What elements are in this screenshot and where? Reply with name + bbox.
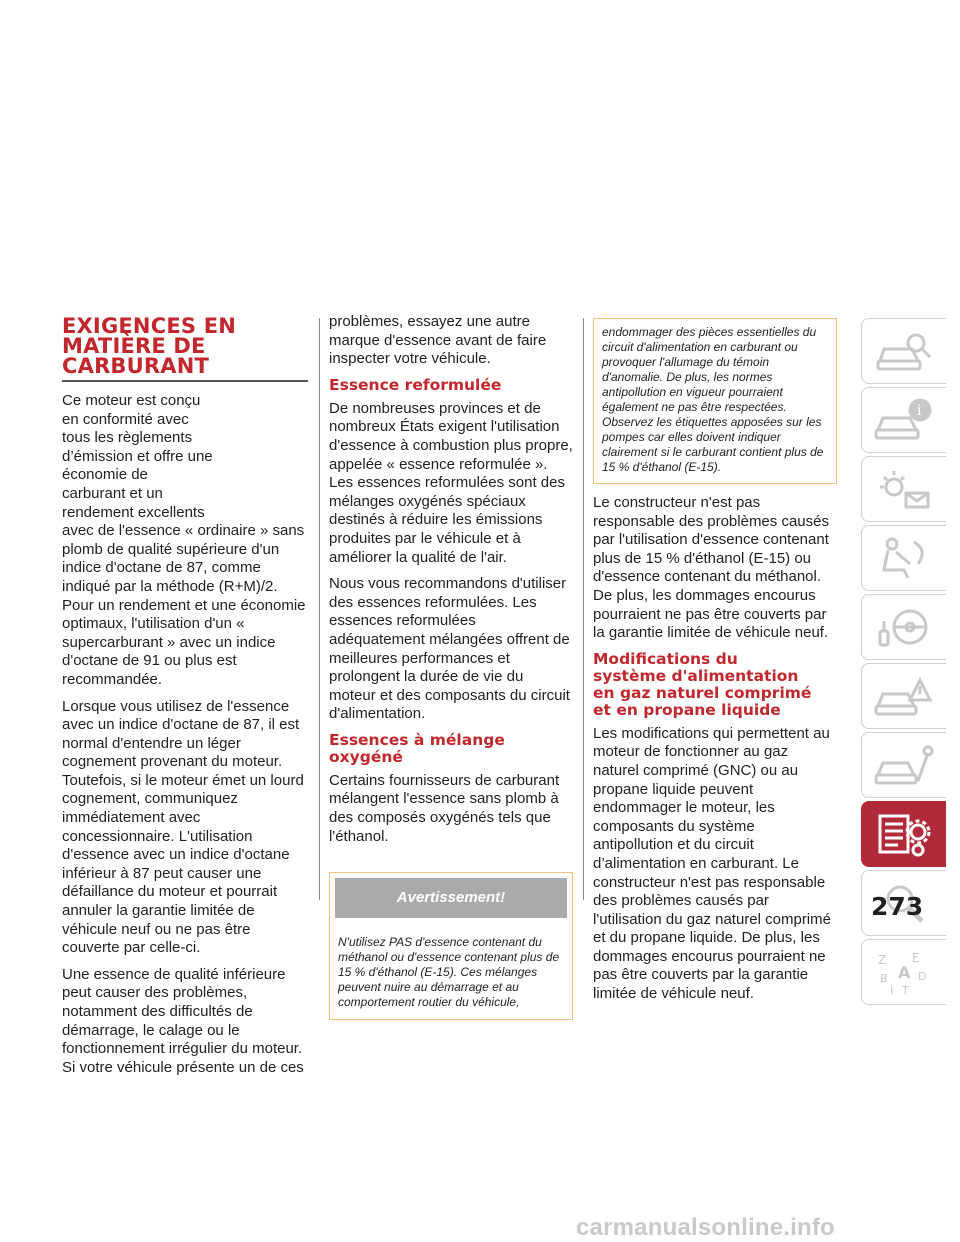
heading-cng-line-1: Modifications du — [593, 649, 738, 668]
heading-cng-lpg — [593, 651, 837, 719]
tab-servicing[interactable] — [861, 732, 946, 798]
tab-warning-lights[interactable] — [861, 456, 946, 522]
intro-line-4: d’émission et offre une — [62, 447, 213, 465]
car-info-icon — [874, 396, 934, 444]
intro-rest: avec de l'essence « ordinaire » sans plomb de qualité supérieure d'un indice d'octane de 87, comme indiqué par la méthode (R+M)/2. Pour un rendement et une économie optimaux, l'utilisation d'un « supercarburant » avec un indice d'octane de 91 ou plus est recommandée. — [62, 522, 306, 688]
svg-text:Z: Z — [878, 953, 887, 967]
car-maintenance-icon — [874, 741, 934, 789]
intro-indented — [62, 392, 308, 522]
tab-alphabetical-index[interactable] — [861, 939, 946, 1005]
paragraph-octane: Lorsque vous utilisez de l'essence avec un indice d'octane de 87, il est normal d'entendre un léger cognement provenant du moteur. Toutefois, si le moteur émet un lourd cognement, communiquez immédiatement avec concessionnaire. L'utilisation d'essence avec un indice d'octane inférieur à 87 peut causer une défaillance du moteur et pourrait annuler la garantie limitée de véhicule neuf ou ne pas être couverte par celle-ci. — [62, 697, 304, 957]
svg-text:B: B — [880, 972, 888, 985]
paragraph-recommend: Nous vous recommandons d'utiliser des essences reformulées. Les essences reformulées adéquatement mélangées offrent de meilleures performances et prolongent la durée de vie du moteur et des composants du circuit d'alimentation. — [329, 575, 570, 723]
warning-lights-icon — [874, 465, 934, 513]
tab-technical-specs[interactable] — [861, 801, 946, 867]
paragraph-responsibility: Le constructeur n'est pas responsable des problèmes causés par l'utilisation d'essence contenant plus de 15 % d'éthanol (E-15) ou d'essence contenant du méthanol. De plus, les dommages encourus pourraient ne pas être couverts par la garantie limitée de véhicule neuf. — [593, 494, 829, 642]
column-divider-2 — [583, 318, 584, 900]
column-middle — [329, 313, 573, 1020]
title-underline — [62, 380, 308, 382]
warning-text: N'utilisez PAS d'essence contenant du méthanol ou d'essence contenant plus de 15 % d'éthanol (E-15). Ces mélanges peuvent nuire au démarrage et au comportement routier du véhicule, — [338, 935, 560, 1010]
page-number: 273 — [871, 892, 924, 921]
column-right — [593, 318, 837, 1012]
title-line-2: MATIÈRE DE — [62, 334, 206, 358]
title-line-1: EXIGENCES EN — [62, 314, 237, 338]
svg-text:E: E — [912, 951, 920, 965]
watermark: carmanualsonline.info — [576, 1214, 835, 1241]
intro-line-5: économie de — [62, 466, 148, 484]
tab-driving[interactable] — [861, 594, 946, 660]
svg-text:A: A — [898, 963, 911, 982]
intro-line-2: en conformité avec — [62, 410, 189, 428]
warning-box — [329, 872, 573, 1020]
paragraph-continued: problèmes, essayez une autre marque d'essence avant de faire inspecter votre véhicule. — [329, 313, 547, 368]
tab-safety[interactable] — [861, 525, 946, 591]
heading-cng-line-2: système d'alimentation — [593, 666, 799, 685]
svg-text:T: T — [902, 984, 909, 996]
intro-line-6: carburant et un — [62, 484, 163, 502]
intro-line-7: rendement excellents — [62, 503, 205, 521]
column-divider-1 — [319, 318, 320, 900]
heading-reformulated: Essence reformulée — [329, 375, 502, 394]
warning-title: Avertissement! — [335, 878, 567, 918]
svg-text:D: D — [918, 970, 927, 983]
paragraph-quality: Une essence de qualité inférieure peut causer des problèmes, notamment des difficultés de démarrage, le calage ou le fonctionnement irrégulier du moteur. Si votre véhicule présente un de ces — [62, 965, 304, 1076]
tab-getting-to-know[interactable] — [861, 387, 946, 453]
column-left — [62, 316, 308, 1085]
index-letters-icon — [874, 948, 934, 996]
heading-cng-line-3: en gaz naturel comprimé — [593, 683, 812, 702]
paragraph-reformulated: De nombreuses provinces et de nombreux États exigent l'utilisation d'essence à combustion plus propre, appelée « essence reformulée ». Les essences reformulées sont des mélanges oxygénés spéciaux destinés à réduire les émissions produites par le véhicule et à améliorer la qualité de l'air. — [329, 399, 573, 566]
car-emergency-icon — [874, 672, 934, 720]
heading-cng-line-4: et en propane liquide — [593, 700, 781, 719]
title-line-3: CARBURANT — [62, 354, 210, 378]
heading-oxygenated-line-1: Essences à mélange — [329, 730, 505, 749]
paragraph-cng-lpg: Les modifications qui permettent au moteur de fonctionner au gaz naturel comprimé (GNC) ou au propane liquide peuvent endommager le moteur, les composants du système antipollution et du circuit d’alimentation en carburant. Le constructeur n'est pas responsable des problèmes causés par l'utilisation du gaz naturel comprimé et du propane liquide. De plus, les dommages encourus pourraient ne pas être couverts par la garantie limitée de véhicule neuf. — [593, 724, 831, 1003]
intro-line-1: Ce moteur est conçu — [62, 392, 201, 409]
warning-continued: endommager des pièces essentielles du circuit d'alimentation en carburant ou provoquer l'allumage du témoin d'anomalie. De plus, les normes antipollution en vigueur pourraient également ne pas être respectées. Observez les étiquettes apposées sur les pompes car elles doivent indiquer clairement si le carburant contient plus de 15 % d'éthanol (E-15). — [593, 318, 837, 484]
intro-line-3: tous les règlements — [62, 429, 193, 447]
car-search-icon — [874, 327, 934, 375]
page-title — [62, 316, 308, 376]
technical-specs-icon — [874, 810, 934, 858]
tab-emergency[interactable] — [861, 663, 946, 729]
steering-key-icon — [874, 603, 934, 651]
svg-text:i: i — [917, 403, 922, 419]
paragraph-oxygenated: Certains fournisseurs de carburant mélangent l'essence sans plomb à des composés oxygénés tels que l'éthanol. — [329, 771, 560, 845]
heading-oxygenated-line-2: oxygéné — [329, 747, 403, 766]
heading-oxygenated — [329, 732, 573, 766]
airbag-seat-icon — [874, 534, 934, 582]
svg-text:I: I — [890, 984, 894, 996]
tab-dashboard[interactable] — [861, 318, 946, 384]
